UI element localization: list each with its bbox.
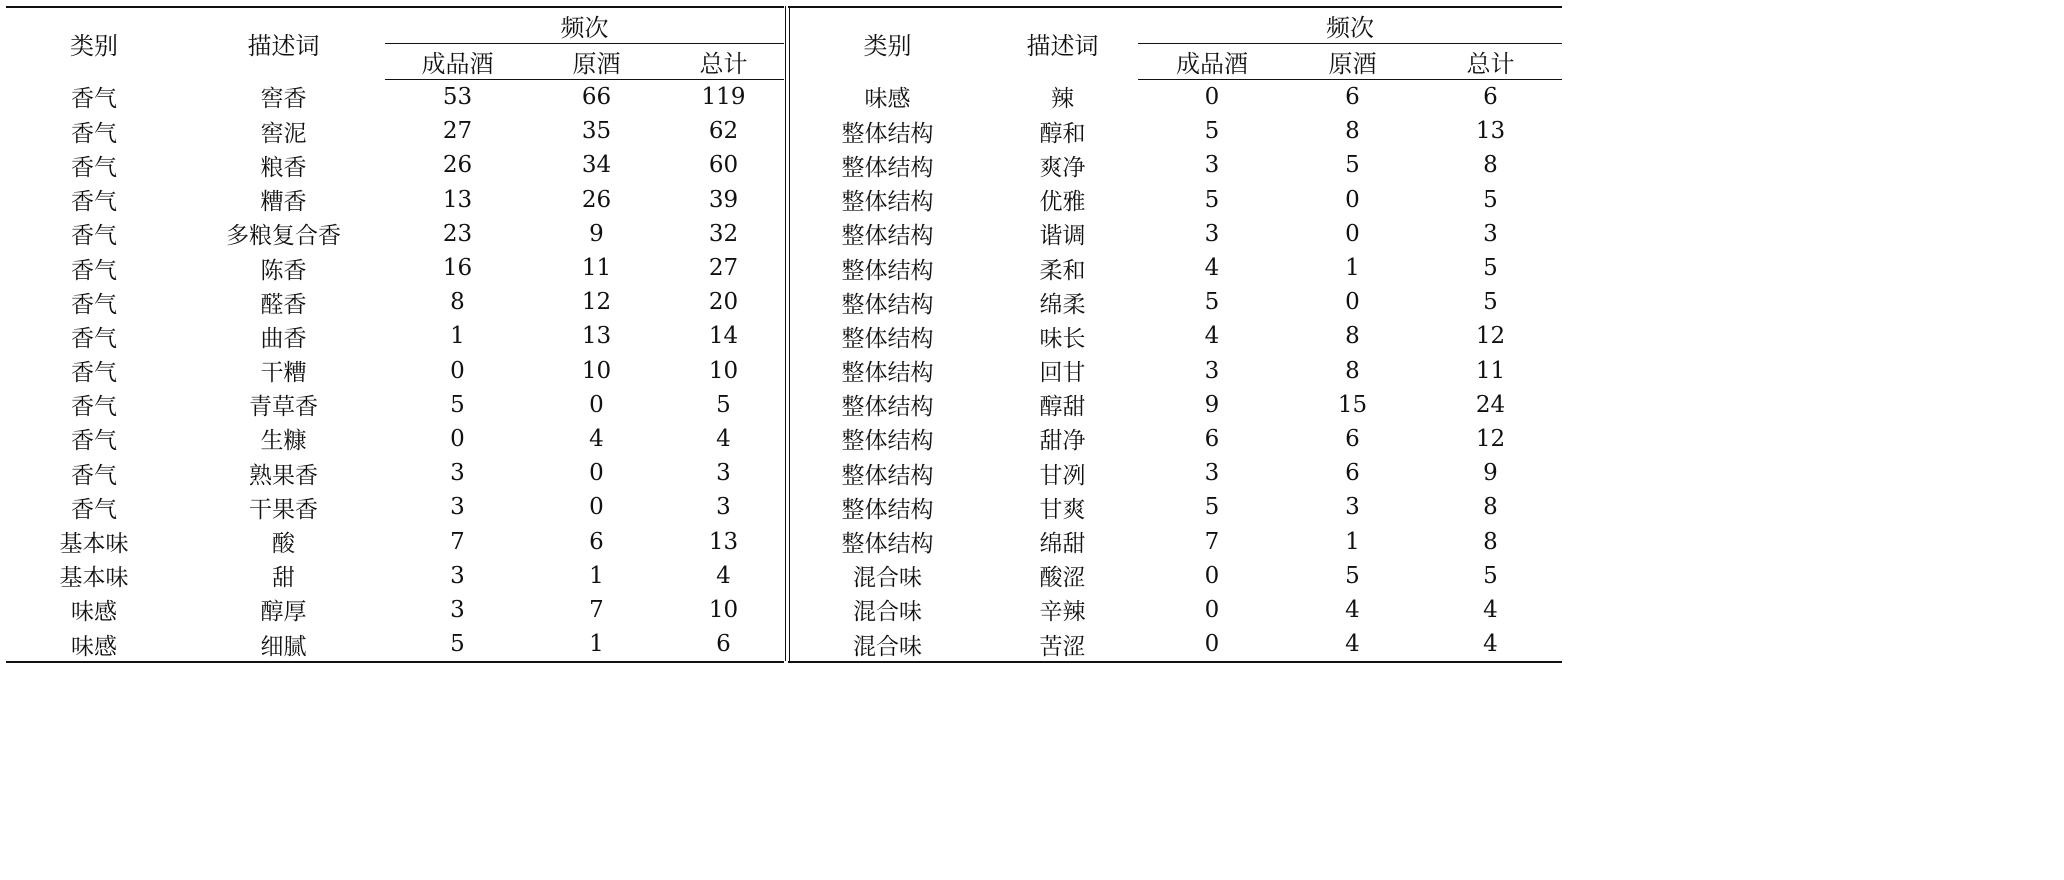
cell-base-liquor: 4 bbox=[589, 425, 604, 452]
cell-finished-liquor: 3 bbox=[1204, 152, 1220, 179]
table-row bbox=[788, 217, 1562, 251]
header-base-liquor: 原酒 bbox=[1286, 44, 1419, 80]
cell-finished-liquor: 3 bbox=[450, 460, 465, 487]
table-row bbox=[788, 422, 1562, 456]
cell-finished-liquor: 0 bbox=[1204, 562, 1220, 589]
cell-finished-liquor: 27 bbox=[442, 118, 473, 145]
cell-finished-liquor: 3 bbox=[1204, 460, 1220, 487]
cell-descriptor: 苦涩 bbox=[987, 627, 1138, 662]
cell-category: 味感 bbox=[6, 627, 182, 662]
cell-total: 62 bbox=[708, 118, 739, 145]
table-row bbox=[788, 183, 1562, 217]
cell-descriptor: 爽净 bbox=[1039, 154, 1086, 181]
cell-descriptor: 醇和 bbox=[1039, 120, 1086, 147]
cell-total: 60 bbox=[708, 152, 739, 179]
cell-total: 32 bbox=[708, 220, 739, 247]
table-body-right bbox=[788, 80, 1562, 663]
cell-finished-liquor: 0 bbox=[1204, 84, 1220, 111]
table-row bbox=[788, 388, 1562, 422]
table-row bbox=[788, 524, 1562, 558]
cell-descriptor: 绵甜 bbox=[1039, 531, 1086, 558]
cell-descriptor: 绵柔 bbox=[1039, 291, 1086, 318]
cell-total: 13 bbox=[708, 528, 739, 555]
table-body-left bbox=[6, 80, 784, 663]
table-row bbox=[788, 319, 1562, 353]
table-panel-left bbox=[6, 6, 784, 661]
cell-descriptor: 窖泥 bbox=[260, 120, 307, 147]
cell-total: 27 bbox=[708, 255, 739, 282]
cell-total: 6 bbox=[663, 627, 784, 662]
cell-total: 3 bbox=[716, 494, 731, 521]
table-row bbox=[6, 80, 784, 115]
cell-finished-liquor: 5 bbox=[385, 627, 530, 662]
cell-descriptor: 甜净 bbox=[1039, 428, 1086, 455]
table-row bbox=[788, 627, 1562, 662]
table-row bbox=[788, 148, 1562, 182]
table-row bbox=[6, 251, 784, 285]
cell-total: 4 bbox=[716, 562, 731, 589]
cell-base-liquor: 1 bbox=[589, 562, 604, 589]
cell-base-liquor: 10 bbox=[581, 357, 612, 384]
table-row bbox=[6, 559, 784, 593]
cell-category: 整体结构 bbox=[841, 462, 934, 489]
cell-category: 香气 bbox=[71, 291, 117, 318]
cell-total: 5 bbox=[1483, 289, 1498, 316]
cell-category: 香气 bbox=[71, 86, 117, 113]
cell-category: 香气 bbox=[71, 496, 117, 523]
cell-finished-liquor: 5 bbox=[1204, 289, 1220, 316]
cell-descriptor: 干糟 bbox=[260, 360, 307, 387]
cell-base-liquor: 26 bbox=[581, 186, 612, 213]
cell-descriptor: 粮香 bbox=[260, 154, 307, 181]
cell-category: 整体结构 bbox=[841, 360, 934, 387]
cell-base-liquor: 7 bbox=[589, 596, 604, 623]
table-row bbox=[788, 114, 1562, 148]
cell-base-liquor: 0 bbox=[589, 460, 604, 487]
cell-category: 整体结构 bbox=[841, 120, 934, 147]
cell-total: 5 bbox=[1483, 562, 1498, 589]
cell-base-liquor: 1 bbox=[530, 627, 663, 662]
cell-finished-liquor: 5 bbox=[1204, 118, 1220, 145]
table-row bbox=[6, 422, 784, 456]
cell-total: 5 bbox=[1483, 255, 1498, 282]
cell-finished-liquor: 0 bbox=[1204, 596, 1220, 623]
cell-total: 5 bbox=[716, 391, 731, 418]
header-frequency: 频次 bbox=[385, 7, 784, 44]
table-row bbox=[6, 593, 784, 627]
cell-base-liquor: 1 bbox=[1345, 255, 1360, 282]
cell-finished-liquor: 7 bbox=[450, 528, 465, 555]
cell-category: 整体结构 bbox=[841, 257, 934, 284]
cell-finished-liquor: 16 bbox=[442, 255, 473, 282]
cell-base-liquor: 1 bbox=[1345, 528, 1360, 555]
cell-finished-liquor: 23 bbox=[442, 220, 473, 247]
table-row bbox=[6, 388, 784, 422]
table-row bbox=[788, 285, 1562, 319]
cell-category: 味感 bbox=[71, 599, 117, 626]
cell-base-liquor: 0 bbox=[1345, 220, 1360, 247]
cell-total: 5 bbox=[1483, 186, 1498, 213]
table-row bbox=[6, 456, 784, 490]
cell-total: 9 bbox=[1483, 460, 1498, 487]
cell-total: 8 bbox=[1483, 528, 1498, 555]
cell-finished-liquor: 7 bbox=[1204, 528, 1220, 555]
cell-base-liquor: 35 bbox=[581, 118, 612, 145]
cell-category: 香气 bbox=[71, 154, 117, 181]
cell-descriptor: 熟果香 bbox=[249, 462, 318, 489]
table-panel-right bbox=[788, 6, 1562, 661]
column-divider bbox=[785, 6, 786, 661]
cell-finished-liquor: 3 bbox=[1204, 357, 1220, 384]
cell-total: 4 bbox=[1483, 596, 1498, 623]
cell-total: 11 bbox=[1475, 357, 1506, 384]
cell-finished-liquor: 6 bbox=[1204, 425, 1220, 452]
header-finished-liquor: 成品酒 bbox=[1138, 44, 1286, 80]
cell-total: 10 bbox=[708, 357, 739, 384]
cell-finished-liquor: 9 bbox=[1204, 391, 1220, 418]
cell-base-liquor: 6 bbox=[1345, 460, 1360, 487]
cell-base-liquor: 5 bbox=[1345, 152, 1360, 179]
cell-total: 8 bbox=[1483, 152, 1498, 179]
cell-category: 香气 bbox=[71, 360, 117, 387]
cell-base-liquor: 8 bbox=[1345, 323, 1360, 350]
cell-category: 整体结构 bbox=[841, 189, 934, 216]
table-row bbox=[6, 114, 784, 148]
cell-category: 香气 bbox=[71, 428, 117, 455]
cell-base-liquor: 6 bbox=[1345, 425, 1360, 452]
cell-finished-liquor: 0 bbox=[1138, 627, 1286, 662]
cell-category: 整体结构 bbox=[841, 325, 934, 352]
cell-base-liquor: 15 bbox=[1337, 391, 1368, 418]
cell-finished-liquor: 0 bbox=[450, 425, 465, 452]
cell-finished-liquor: 0 bbox=[450, 357, 465, 384]
cell-base-liquor: 13 bbox=[581, 323, 612, 350]
cell-category: 整体结构 bbox=[841, 496, 934, 523]
cell-total: 24 bbox=[1475, 391, 1506, 418]
cell-category: 香气 bbox=[71, 223, 117, 250]
cell-base-liquor: 34 bbox=[581, 152, 612, 179]
cell-total: 4 bbox=[1419, 627, 1562, 662]
cell-finished-liquor: 8 bbox=[450, 289, 465, 316]
cell-finished-liquor: 3 bbox=[450, 494, 465, 521]
cell-descriptor: 回甘 bbox=[1039, 360, 1086, 387]
header-descriptor: 描述词 bbox=[182, 7, 385, 80]
cell-descriptor: 曲香 bbox=[260, 325, 307, 352]
cell-base-liquor: 6 bbox=[1345, 84, 1360, 111]
table-row bbox=[788, 80, 1562, 115]
cell-total: 12 bbox=[1475, 323, 1506, 350]
cell-total: 20 bbox=[708, 289, 739, 316]
table-row bbox=[788, 490, 1562, 524]
cell-base-liquor: 66 bbox=[581, 84, 612, 111]
table-left bbox=[6, 6, 784, 663]
cell-category: 香气 bbox=[71, 120, 117, 147]
cell-descriptor: 谐调 bbox=[1039, 223, 1086, 250]
cell-total: 14 bbox=[708, 323, 739, 350]
cell-category: 混合味 bbox=[853, 565, 922, 592]
table-row bbox=[788, 456, 1562, 490]
table-row bbox=[788, 559, 1562, 593]
cell-finished-liquor: 3 bbox=[450, 596, 465, 623]
cell-descriptor: 辛辣 bbox=[1039, 599, 1086, 626]
cell-category: 整体结构 bbox=[841, 154, 934, 181]
cell-category: 味感 bbox=[864, 86, 911, 113]
cell-descriptor: 陈香 bbox=[260, 257, 307, 284]
cell-finished-liquor: 3 bbox=[450, 562, 465, 589]
cell-category: 整体结构 bbox=[841, 531, 934, 558]
cell-base-liquor: 0 bbox=[589, 494, 604, 521]
cell-base-liquor: 0 bbox=[1345, 186, 1360, 213]
cell-total: 12 bbox=[1475, 425, 1506, 452]
cell-descriptor: 细腻 bbox=[182, 627, 385, 662]
table-row bbox=[6, 490, 784, 524]
cell-descriptor: 酸涩 bbox=[1039, 565, 1086, 592]
cell-descriptor: 生糠 bbox=[260, 428, 307, 455]
cell-base-liquor: 3 bbox=[1345, 494, 1360, 521]
table-row bbox=[6, 319, 784, 353]
cell-category: 整体结构 bbox=[841, 291, 934, 318]
cell-finished-liquor: 5 bbox=[1204, 494, 1220, 521]
cell-total: 3 bbox=[716, 460, 731, 487]
header-category: 类别 bbox=[788, 7, 987, 80]
cell-base-liquor: 9 bbox=[589, 220, 604, 247]
cell-descriptor: 青草香 bbox=[249, 394, 318, 421]
cell-base-liquor: 11 bbox=[581, 255, 612, 282]
table-row bbox=[6, 524, 784, 558]
frequency-table bbox=[6, 6, 1562, 661]
cell-category: 香气 bbox=[71, 325, 117, 352]
cell-descriptor: 柔和 bbox=[1039, 257, 1086, 284]
header-descriptor: 描述词 bbox=[987, 7, 1138, 80]
cell-finished-liquor: 13 bbox=[442, 186, 473, 213]
cell-descriptor: 甘冽 bbox=[1039, 462, 1086, 489]
cell-base-liquor: 8 bbox=[1345, 357, 1360, 384]
cell-base-liquor: 6 bbox=[589, 528, 604, 555]
header-total: 总计 bbox=[663, 44, 784, 80]
cell-base-liquor: 0 bbox=[1345, 289, 1360, 316]
cell-descriptor: 酸 bbox=[272, 531, 295, 558]
table-row bbox=[788, 354, 1562, 388]
cell-total: 3 bbox=[1483, 220, 1498, 247]
header-finished-liquor: 成品酒 bbox=[385, 44, 530, 80]
table-row bbox=[788, 593, 1562, 627]
cell-descriptor: 多粮复合香 bbox=[226, 223, 341, 250]
cell-category: 混合味 bbox=[788, 627, 987, 662]
cell-base-liquor: 8 bbox=[1345, 118, 1360, 145]
cell-descriptor: 糟香 bbox=[260, 189, 307, 216]
cell-descriptor: 醛香 bbox=[260, 291, 307, 318]
cell-descriptor: 窖香 bbox=[260, 86, 307, 113]
table-row bbox=[6, 354, 784, 388]
cell-base-liquor: 4 bbox=[1345, 596, 1360, 623]
cell-category: 香气 bbox=[71, 189, 117, 216]
cell-category: 整体结构 bbox=[841, 428, 934, 455]
cell-base-liquor: 4 bbox=[1286, 627, 1419, 662]
cell-total: 39 bbox=[708, 186, 739, 213]
cell-descriptor: 干果香 bbox=[249, 496, 318, 523]
cell-base-liquor: 5 bbox=[1345, 562, 1360, 589]
cell-descriptor: 甜 bbox=[272, 565, 295, 592]
table-row bbox=[6, 217, 784, 251]
table-row bbox=[6, 183, 784, 217]
cell-total: 6 bbox=[1483, 84, 1498, 111]
cell-category: 整体结构 bbox=[841, 223, 934, 250]
table-right bbox=[788, 6, 1562, 663]
cell-descriptor: 辣 bbox=[1051, 86, 1074, 113]
cell-base-liquor: 0 bbox=[589, 391, 604, 418]
cell-category: 香气 bbox=[71, 394, 117, 421]
cell-descriptor: 甘爽 bbox=[1039, 496, 1086, 523]
cell-total: 13 bbox=[1475, 118, 1506, 145]
cell-descriptor: 醇厚 bbox=[260, 599, 307, 626]
header-total: 总计 bbox=[1419, 44, 1562, 80]
cell-descriptor: 醇甜 bbox=[1039, 394, 1086, 421]
header-base-liquor: 原酒 bbox=[530, 44, 663, 80]
cell-category: 基本味 bbox=[59, 531, 129, 558]
header-category: 类别 bbox=[6, 7, 182, 80]
cell-finished-liquor: 53 bbox=[442, 84, 473, 111]
cell-category: 基本味 bbox=[59, 565, 129, 592]
cell-finished-liquor: 4 bbox=[1204, 323, 1220, 350]
cell-total: 4 bbox=[716, 425, 731, 452]
table-row bbox=[6, 148, 784, 182]
table-row bbox=[788, 251, 1562, 285]
cell-finished-liquor: 3 bbox=[1204, 220, 1220, 247]
cell-finished-liquor: 5 bbox=[450, 391, 465, 418]
cell-finished-liquor: 26 bbox=[442, 152, 473, 179]
cell-base-liquor: 12 bbox=[581, 289, 612, 316]
cell-finished-liquor: 5 bbox=[1204, 186, 1220, 213]
cell-category: 混合味 bbox=[853, 599, 922, 626]
cell-descriptor: 味长 bbox=[1039, 325, 1086, 352]
cell-category: 香气 bbox=[71, 462, 117, 489]
cell-total: 8 bbox=[1483, 494, 1498, 521]
cell-descriptor: 优雅 bbox=[1039, 189, 1086, 216]
cell-category: 香气 bbox=[71, 257, 117, 284]
table-row bbox=[6, 285, 784, 319]
cell-total: 10 bbox=[708, 596, 739, 623]
cell-category: 整体结构 bbox=[841, 394, 934, 421]
cell-total: 119 bbox=[701, 84, 746, 111]
cell-finished-liquor: 1 bbox=[450, 323, 465, 350]
table-row bbox=[6, 627, 784, 662]
header-frequency: 频次 bbox=[1138, 7, 1562, 44]
cell-finished-liquor: 4 bbox=[1204, 255, 1220, 282]
